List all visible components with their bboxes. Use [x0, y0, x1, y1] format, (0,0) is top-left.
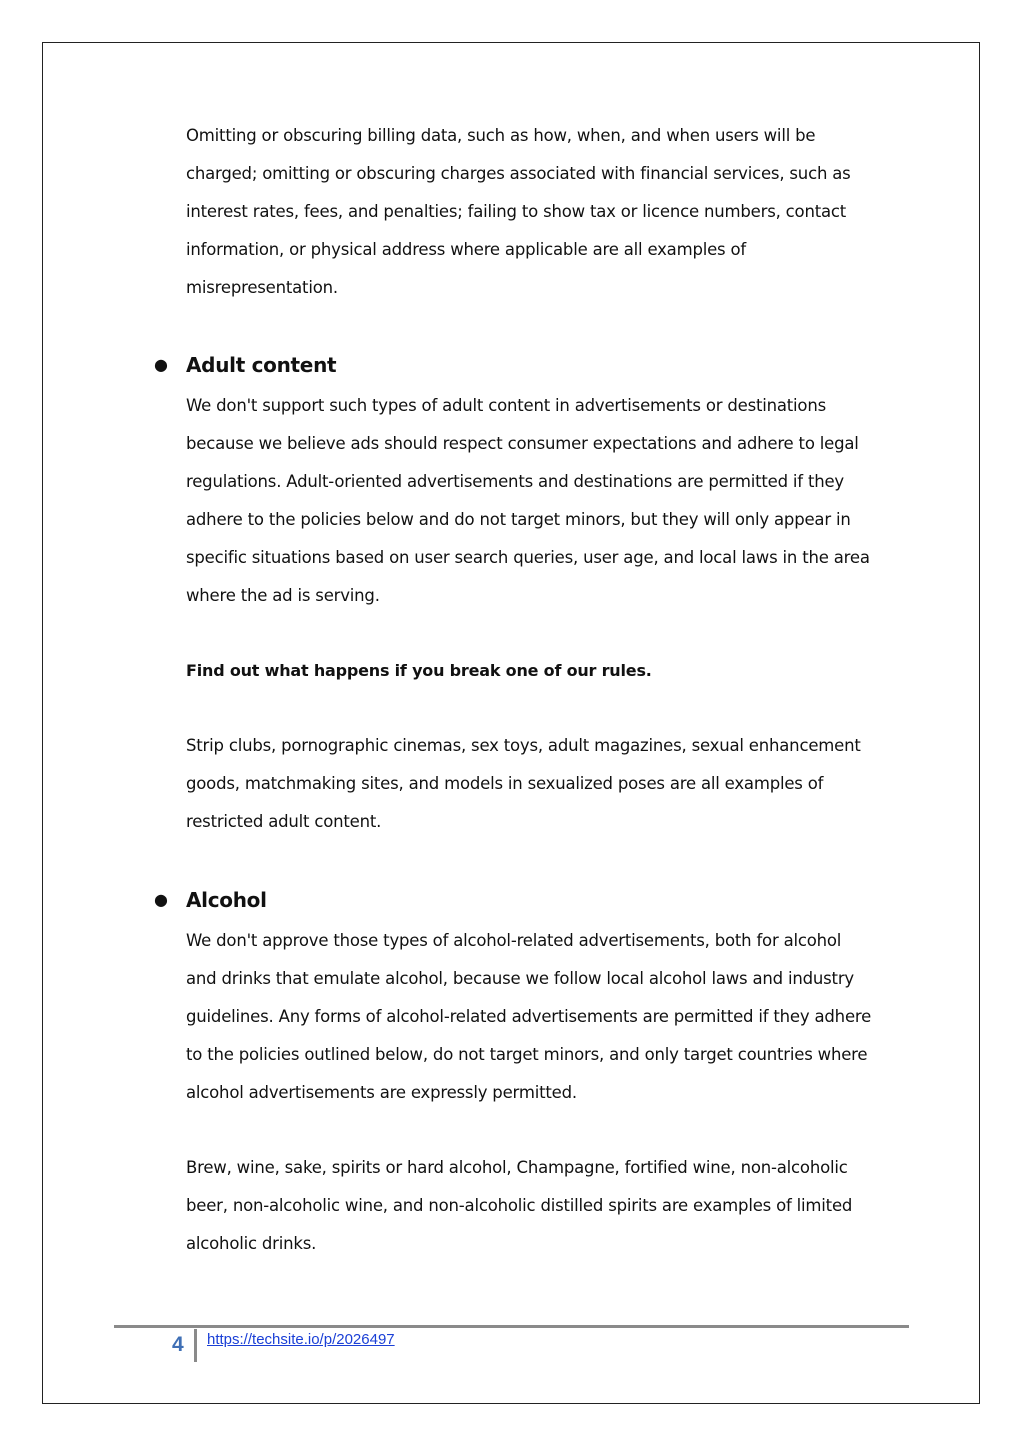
text-line: adhere to the policies below and do not target minors, but they will only appear in [186, 510, 851, 529]
text-line: Brew, wine, sake, spirits or hard alcohol, Champagne, fortified wine, non-alcoholic [186, 1158, 848, 1177]
text-line: and drinks that emulate alcohol, because we follow local alcohol laws and industry [186, 969, 854, 988]
heading-text: Adult content [186, 353, 337, 377]
text-line: Omitting or obscuring billing data, such as how, when, and when users will be [186, 126, 816, 145]
intro-paragraph [186, 117, 906, 307]
text-line: specific situations based on user search queries, user age, and local laws in the area [186, 548, 870, 567]
text-line: charged; omitting or obscuring charges associated with financial services, such as [186, 164, 851, 183]
text-line: Strip clubs, pornographic cinemas, sex toys, adult magazines, sexual enhancement [186, 736, 861, 755]
adult-paragraph-1 [186, 387, 906, 615]
text-line: We don't approve those types of alcohol-related advertisements, both for alcohol [186, 931, 842, 950]
footer-link[interactable]: https://techsite.io/p/2026497 [207, 1331, 395, 1348]
text-line: to the policies outlined below, do not target minors, and only target countries where [186, 1045, 868, 1064]
text-line: beer, non-alcoholic wine, and non-alcoholic distilled spirits are examples of limited [186, 1196, 853, 1215]
text-line: guidelines. Any forms of alcohol-related advertisements are permitted if they adhere [186, 1007, 872, 1026]
alcohol-paragraph-1 [186, 922, 906, 1112]
text-line: where the ad is serving. [186, 586, 380, 605]
adult-bold-note [186, 652, 906, 690]
page-number: 4 [172, 1333, 184, 1356]
bullet-icon: ● [154, 355, 168, 374]
text-line: We don't support such types of adult content in advertisements or destinations [186, 396, 826, 415]
text-line: information, or physical address where applicable are all examples of [186, 240, 747, 259]
text-line: restricted adult content. [186, 812, 382, 831]
text-line: alcohol advertisements are expressly permitted. [186, 1083, 577, 1102]
text-line: regulations. Adult-oriented advertisements and destinations are permitted if they [186, 472, 844, 491]
text-line: alcoholic drinks. [186, 1234, 317, 1253]
bold-note: Find out what happens if you break one of our rules. [186, 661, 652, 680]
footer-separator [194, 1329, 197, 1362]
text-line: misrepresentation. [186, 278, 338, 297]
alcohol-paragraph-2 [186, 1149, 906, 1263]
heading-text: Alcohol [186, 888, 267, 912]
bullet-icon: ● [154, 890, 168, 909]
adult-paragraph-2 [186, 727, 906, 841]
text-line: because we believe ads should respect consumer expectations and adhere to legal [186, 434, 859, 453]
text-line: goods, matchmaking sites, and models in sexualized poses are all examples of [186, 774, 824, 793]
footer-rule [114, 1325, 909, 1328]
text-line: interest rates, fees, and penalties; failing to show tax or licence numbers, contact [186, 202, 847, 221]
